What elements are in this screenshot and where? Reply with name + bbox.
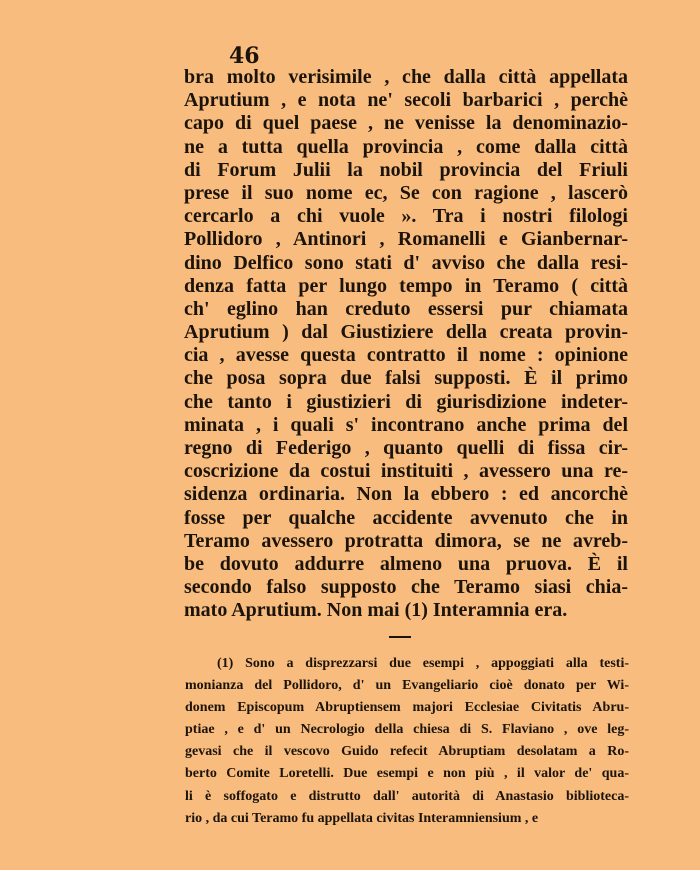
footnote-line: rio , da cui Teramo fu appellata civitas Interamniensium , e <box>185 810 539 826</box>
text-line: di Forum Julii la nobil provincia del Friuli <box>184 158 628 181</box>
footnote-line: monianza del Pollidoro, d' un Evangeliario cioè donato per Wi- <box>185 678 629 694</box>
footnote-line: (1) Sono a disprezzarsi due esempi , appoggiati alla testi- <box>217 656 629 671</box>
text-line: ne a tutta quella provincia , come dalla città <box>184 135 628 158</box>
text-line: Teramo avessero protratta dimora, se ne avreb- <box>184 529 628 552</box>
text-line: secondo falso supposto che Teramo siasi chia- <box>184 576 628 599</box>
text-line: dino Delfico sono stati d' avviso che dalla resi- <box>184 251 628 274</box>
text-line: regno di Federigo , quanto quelli di fissa cir- <box>184 437 628 459</box>
text-line: prese il suo nome ec, Se con ragione , lascerò <box>184 181 628 204</box>
footnote-line: gevasi che il vescovo Guido refecit Abruptiam desolatam a Ro- <box>185 744 629 760</box>
text-line: cercarlo a chi vuole ». Tra i nostri filologi <box>184 205 628 228</box>
page-number: 46 <box>229 43 260 69</box>
text-line: be dovuto addurre almeno una pruova. È il <box>184 552 628 575</box>
text-line: che posa sopra due falsi supposti. È il primo <box>184 367 628 390</box>
footnote-line: ptiae , e d' un Necrologio della chiesa di S. Flaviano , ove leg- <box>185 722 629 738</box>
main-text <box>184 66 628 623</box>
footnote <box>185 653 629 830</box>
text-line: ch' eglino han creduto essersi pur chiamata <box>184 297 628 320</box>
text-line: che tanto i giustizieri di giurisdizione indeter- <box>184 390 628 413</box>
text-line: capo di quel paese , ne venisse la denominazio- <box>184 112 628 135</box>
footnote-line: berto Comite Loretelli. Due esempi e non più , il valor de' qua- <box>185 766 629 782</box>
text-line: coscrizione da costui instituiti , avessero una re- <box>184 460 628 483</box>
text-line: fosse per qualche accidente avvenuto che in <box>184 506 628 529</box>
footnote-line: li è soffogato e distrutto dall' autorità di Anastasio biblioteca- <box>185 788 629 804</box>
footnote-line: donem Episcopum Abruptiensem majori Ecclesiae Civitatis Abru- <box>185 700 629 716</box>
text-line: denza fatta per lungo tempo in Teramo ( città <box>184 274 628 297</box>
text-line: Aprutium ) dal Giustiziere della creata provin- <box>184 321 628 344</box>
text-line: bra molto verisimile , che dalla città appellata <box>184 66 628 88</box>
text-line: Aprutium , e nota ne' secoli barbarici , perchè <box>184 89 628 112</box>
text-line: Pollidoro , Antinori , Romanelli e Gianbernar- <box>184 228 628 251</box>
text-line: mato Aprutium. Non mai (1) Interamnia era. <box>184 599 568 622</box>
text-line: minata , i quali s' incontrano anche prima del <box>184 413 628 436</box>
text-line: sidenza ordinaria. Non la ebbero : ed ancorchè <box>184 483 628 506</box>
footnote-separator <box>389 636 411 638</box>
text-line: cia , avesse questa contratto il nome : opinione <box>184 344 628 367</box>
